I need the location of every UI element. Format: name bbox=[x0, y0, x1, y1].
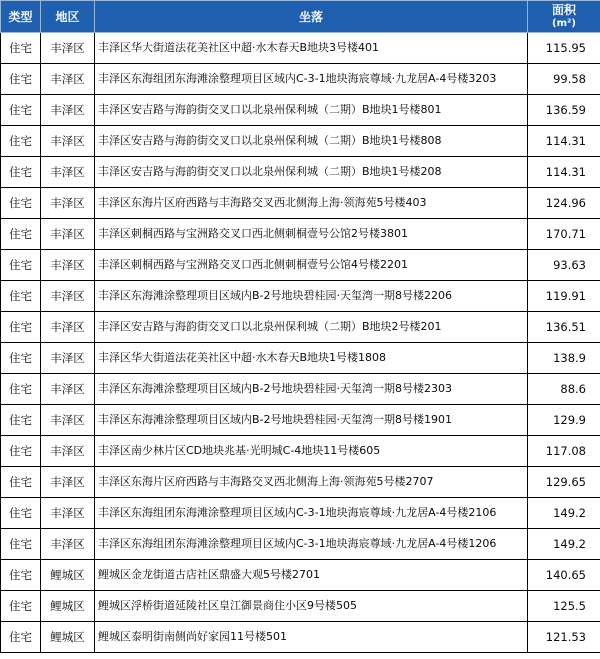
table-row bbox=[1, 219, 600, 250]
header-size-unit: (m²) bbox=[552, 17, 576, 29]
cell-size: 125.5 bbox=[528, 591, 600, 622]
cell-size: 129.65 bbox=[528, 467, 600, 498]
table-body bbox=[1, 33, 600, 653]
cell-address: 丰泽区东海组团东海滩涂整理项目区域内C-3-1地块海宸尊域·九龙居A-4号楼1206 bbox=[95, 529, 528, 560]
header-row bbox=[1, 1, 600, 33]
cell-address: 丰泽区刺桐西路与宝洲路交叉口西北侧刺桐壹号公馆4号楼2201 bbox=[95, 250, 528, 281]
cell-type: 住宅 bbox=[1, 374, 41, 405]
cell-type: 住宅 bbox=[1, 312, 41, 343]
cell-size: 114.31 bbox=[528, 157, 600, 188]
cell-address: 鲤城区金龙街道古店社区鼎盛大观5号楼2701 bbox=[95, 560, 528, 591]
table-row bbox=[1, 312, 600, 343]
cell-size: 149.2 bbox=[528, 529, 600, 560]
cell-type: 住宅 bbox=[1, 281, 41, 312]
cell-type: 住宅 bbox=[1, 64, 41, 95]
header-area: 地区 bbox=[41, 1, 95, 33]
cell-address: 丰泽区刺桐西路与宝洲路交叉口西北侧刺桐壹号公馆2号楼3801 bbox=[95, 219, 528, 250]
cell-address: 丰泽区华大街道法花美社区中超·水木春天B地块1号楼1808 bbox=[95, 343, 528, 374]
table-row bbox=[1, 591, 600, 622]
cell-area: 鲤城区 bbox=[41, 622, 95, 653]
cell-area: 丰泽区 bbox=[41, 157, 95, 188]
table-row bbox=[1, 250, 600, 281]
cell-area: 丰泽区 bbox=[41, 250, 95, 281]
cell-area: 丰泽区 bbox=[41, 374, 95, 405]
cell-type: 住宅 bbox=[1, 33, 41, 64]
cell-size: 124.96 bbox=[528, 188, 600, 219]
cell-address: 丰泽区东海组团东海滩涂整理项目区域内C-3-1地块海宸尊域·九龙居A-4号楼2106 bbox=[95, 498, 528, 529]
cell-type: 住宅 bbox=[1, 436, 41, 467]
cell-size: 170.71 bbox=[528, 219, 600, 250]
table-row bbox=[1, 281, 600, 312]
cell-size: 115.95 bbox=[528, 33, 600, 64]
cell-size: 129.9 bbox=[528, 405, 600, 436]
table-row bbox=[1, 157, 600, 188]
table-row bbox=[1, 33, 600, 64]
cell-size: 88.6 bbox=[528, 374, 600, 405]
cell-address: 丰泽区安吉路与海韵街交叉口以北泉州保利城（二期）B地块1号楼208 bbox=[95, 157, 528, 188]
cell-type: 住宅 bbox=[1, 498, 41, 529]
cell-type: 住宅 bbox=[1, 95, 41, 126]
cell-type: 住宅 bbox=[1, 219, 41, 250]
table-row bbox=[1, 343, 600, 374]
table-row bbox=[1, 188, 600, 219]
table-row bbox=[1, 560, 600, 591]
cell-area: 丰泽区 bbox=[41, 126, 95, 157]
cell-address: 鲤城区泰明街南侧尚好家园11号楼501 bbox=[95, 622, 528, 653]
cell-type: 住宅 bbox=[1, 591, 41, 622]
cell-size: 138.9 bbox=[528, 343, 600, 374]
cell-address: 丰泽区南少林片区CD地块兆基·光明城C-4地块11号楼605 bbox=[95, 436, 528, 467]
cell-size: 93.63 bbox=[528, 250, 600, 281]
header-type: 类型 bbox=[1, 1, 41, 33]
cell-area: 丰泽区 bbox=[41, 219, 95, 250]
cell-address: 丰泽区安吉路与海韵街交叉口以北泉州保利城（二期）B地块1号楼801 bbox=[95, 95, 528, 126]
table-row bbox=[1, 529, 600, 560]
cell-address: 鲤城区浮桥街道延陵社区皇江御景商住小区9号楼505 bbox=[95, 591, 528, 622]
cell-type: 住宅 bbox=[1, 467, 41, 498]
cell-area: 鲤城区 bbox=[41, 591, 95, 622]
cell-address: 丰泽区安吉路与海韵街交叉口以北泉州保利城（二期）B地块2号楼201 bbox=[95, 312, 528, 343]
cell-address: 丰泽区华大街道法花美社区中超·水木春天B地块3号楼401 bbox=[95, 33, 528, 64]
cell-area: 丰泽区 bbox=[41, 467, 95, 498]
cell-size: 136.51 bbox=[528, 312, 600, 343]
table-row bbox=[1, 467, 600, 498]
cell-size: 99.58 bbox=[528, 64, 600, 95]
cell-address: 丰泽区东海滩涂整理项目区域内B-2号地块碧桂园·天玺湾一期8号楼2303 bbox=[95, 374, 528, 405]
cell-size: 149.2 bbox=[528, 498, 600, 529]
cell-type: 住宅 bbox=[1, 250, 41, 281]
cell-type: 住宅 bbox=[1, 529, 41, 560]
header-size-label: 面积 bbox=[551, 2, 576, 17]
cell-type: 住宅 bbox=[1, 157, 41, 188]
cell-area: 丰泽区 bbox=[41, 64, 95, 95]
table-row bbox=[1, 405, 600, 436]
cell-area: 丰泽区 bbox=[41, 529, 95, 560]
cell-area: 丰泽区 bbox=[41, 436, 95, 467]
cell-type: 住宅 bbox=[1, 126, 41, 157]
cell-address: 丰泽区东海滩涂整理项目区域内B-2号地块碧桂园·天玺湾一期8号楼2206 bbox=[95, 281, 528, 312]
cell-address: 丰泽区东海片区府西路与丰海路交叉西北侧海上海·领海苑5号楼403 bbox=[95, 188, 528, 219]
table-row bbox=[1, 436, 600, 467]
cell-area: 丰泽区 bbox=[41, 188, 95, 219]
cell-size: 136.59 bbox=[528, 95, 600, 126]
table-row bbox=[1, 95, 600, 126]
cell-size: 121.53 bbox=[528, 622, 600, 653]
table-row bbox=[1, 126, 600, 157]
cell-address: 丰泽区东海组团东海滩涂整理项目区域内C-3-1地块海宸尊域·九龙居A-4号楼3203 bbox=[95, 64, 528, 95]
cell-address: 丰泽区东海滩涂整理项目区域内B-2号地块碧桂园·天玺湾一期8号楼1901 bbox=[95, 405, 528, 436]
cell-type: 住宅 bbox=[1, 188, 41, 219]
cell-area: 丰泽区 bbox=[41, 95, 95, 126]
cell-area: 鲤城区 bbox=[41, 560, 95, 591]
cell-area: 丰泽区 bbox=[41, 281, 95, 312]
cell-size: 119.91 bbox=[528, 281, 600, 312]
cell-area: 丰泽区 bbox=[41, 312, 95, 343]
cell-size: 140.65 bbox=[528, 560, 600, 591]
cell-address: 丰泽区安吉路与海韵街交叉口以北泉州保利城（二期）B地块1号楼808 bbox=[95, 126, 528, 157]
cell-address: 丰泽区东海片区府西路与丰海路交叉西北侧海上海·领海苑5号楼2707 bbox=[95, 467, 528, 498]
header-size bbox=[528, 1, 600, 33]
cell-size: 114.31 bbox=[528, 126, 600, 157]
table-row bbox=[1, 374, 600, 405]
cell-type: 住宅 bbox=[1, 343, 41, 374]
cell-type: 住宅 bbox=[1, 560, 41, 591]
table-row bbox=[1, 498, 600, 529]
header-address: 坐落 bbox=[95, 1, 528, 33]
cell-type: 住宅 bbox=[1, 405, 41, 436]
cell-area: 丰泽区 bbox=[41, 405, 95, 436]
cell-area: 丰泽区 bbox=[41, 498, 95, 529]
cell-area: 丰泽区 bbox=[41, 343, 95, 374]
cell-type: 住宅 bbox=[1, 622, 41, 653]
cell-size: 117.08 bbox=[528, 436, 600, 467]
table-row bbox=[1, 64, 600, 95]
cell-area: 丰泽区 bbox=[41, 33, 95, 64]
table-row bbox=[1, 622, 600, 653]
